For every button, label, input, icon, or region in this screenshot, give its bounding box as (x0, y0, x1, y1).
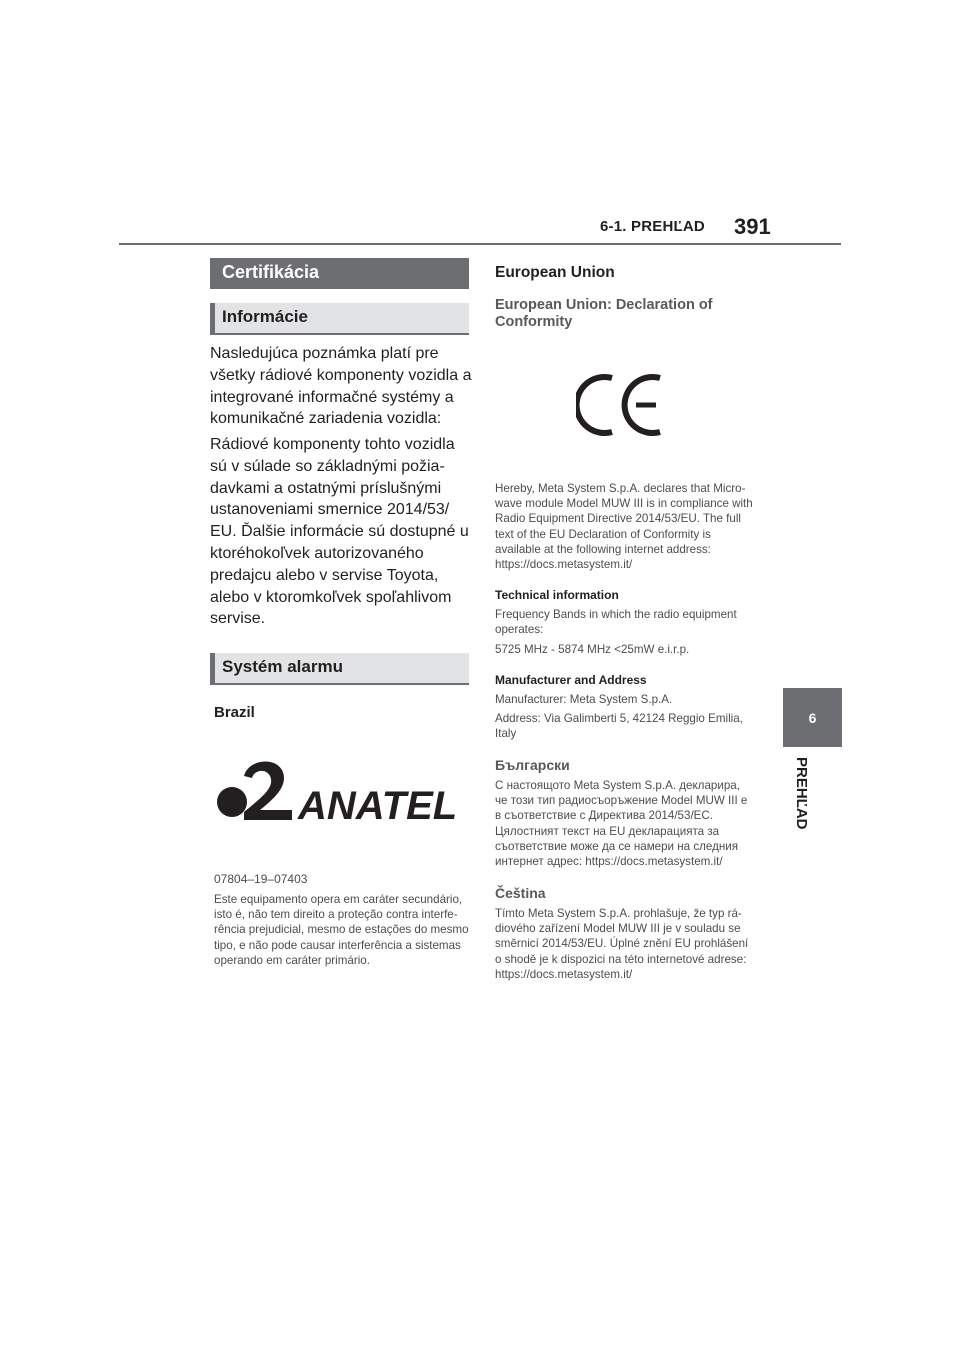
chapter-tab (783, 688, 842, 747)
informacie-paragraph-2: Rádiové komponenty tohto vozidla sú v súlade so základnými požia-davkami a ostatnými príslušnými ustanoveniami smernice 2014/53/ EU. Ďalšie informácie sú dostupné u ktoréhokoľvek autorizovaného predajcu alebo v servise Toyota, alebo v ktoromkoľvek spoľahlivom servise. (210, 436, 469, 628)
anatel-wordmark: ANATEL (298, 784, 458, 822)
tech-heading: Technical information (495, 588, 619, 602)
doc-heading: European Union: Declaration of Conformity (495, 297, 713, 330)
declaration-text: Hereby, Meta System S.p.A. declares that Micro-wave module Model MUW III is in compliance with Radio Equipment Directive 2014/53/EU. The full text of the EU Declaration of Conformity is available at the following internet address: https://docs.metasystem.it/ (495, 482, 753, 572)
bulgarian-text: С настоящото Meta System S.p.A. декларира, че този тип радиосъоръжение Model MUW III е в съответствие с Директива 2014/53/ЕС. Цялостният текст на EU декларацията за съответствие може да се намери на следния интернет адрес: https://docs.metasystem.it/ (495, 779, 748, 869)
section-label: 6-1. PREHĽAD (600, 218, 705, 235)
informacie-paragraph-1: Nasledujúca poznámka platí pre všetky rádiové komponenty vozidla a integrované informačné systémy a komunikačné zariadenia vozidla: (210, 345, 472, 428)
chapter-number: 6 (808, 709, 817, 726)
ce-mark (576, 372, 668, 438)
anatel-logo (214, 756, 466, 822)
ce-mark-icon (576, 372, 668, 438)
alarm-heading: Systém alarmu (210, 653, 469, 685)
eu-heading: European Union (495, 264, 615, 281)
tech-text-1: Frequency Bands in which the radio equipment operates: (495, 608, 737, 637)
anatel-logo-mark (214, 756, 466, 822)
tech-text-2: 5725 MHz - 5874 MHz <25mW e.i.r.p. (495, 643, 690, 656)
czech-heading: Čeština (495, 885, 546, 901)
bulgarian-heading: Български (495, 757, 570, 773)
header-rule (119, 243, 841, 245)
czech-text: Tímto Meta System S.p.A. prohlašuje, že typ rá-diového zařízení Model MUW III je v souladu se směrnicí 2014/53/EU. Úplné znění EU prohlášení o shodě je k dispozici na této internetové adrese: https://docs.metasystem.it/ (495, 907, 749, 981)
section-title: Certifikácia (210, 258, 469, 289)
brazil-text: Este equipamento opera em caráter secundário, isto é, não tem direito a proteção contra interfe-rência prejudicial, mesmo de estações do mesmo tipo, e não pode causar interferência a sistemas operando em caráter primário. (214, 893, 469, 967)
anatel-cert-number: 07804–19–07403 (214, 872, 308, 886)
manufacturer-text-1: Manufacturer: Meta System S.p.A. (495, 693, 673, 706)
brazil-heading: Brazil (214, 704, 255, 721)
page-number: 391 (734, 214, 771, 239)
informacie-heading: Informácie (210, 303, 469, 335)
chapter-label: PREHĽAD (793, 757, 810, 830)
manufacturer-text-2: Address: Via Galimberti 5, 42124 Reggio Emilia, Italy (495, 712, 743, 741)
manufacturer-heading: Manufacturer and Address (495, 673, 647, 687)
